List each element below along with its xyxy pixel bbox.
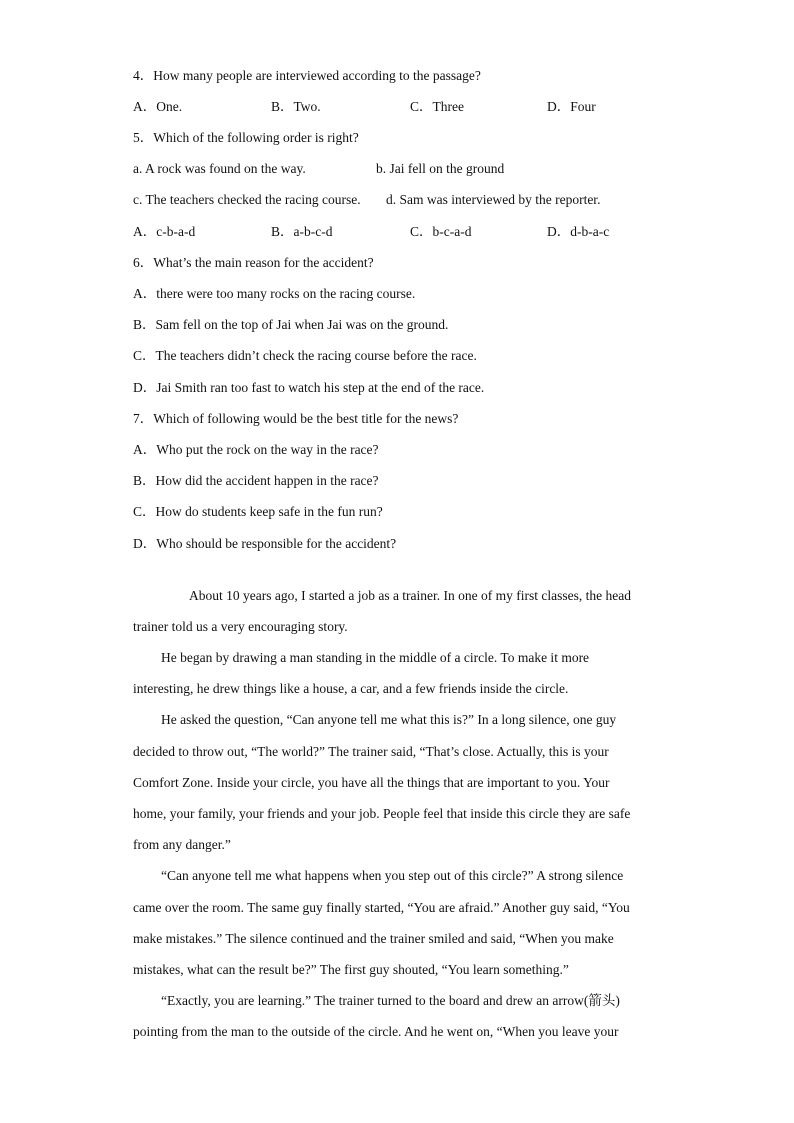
question-7-option-c: C．How do students keep safe in the fun run? [133, 504, 383, 519]
question-5-statement-a: a. A rock was found on the way. [133, 161, 306, 176]
question-4-option-d: D．Four [547, 99, 596, 114]
passage-line: mistakes, what can the result be?” The first guy shouted, “You learn something.” [133, 962, 569, 977]
question-4-option-c: C．Three [410, 99, 464, 114]
passage-line: home, your family, your friends and your job. People feel that inside this circle they are safe [133, 806, 631, 821]
passage-line: interesting, he drew things like a house, a car, and a few friends inside the circle. [133, 681, 569, 696]
question-6-stem: 6．What’s the main reason for the accident? [133, 255, 374, 270]
passage-line: pointing from the man to the outside of the circle. And he went on, “When you leave your [133, 1024, 619, 1039]
passage-line: “Exactly, you are learning.” The trainer turned to the board and drew an arrow(箭头) [161, 993, 620, 1008]
passage-line: He began by drawing a man standing in the middle of a circle. To make it more [161, 650, 590, 665]
question-5-statement-c: c. The teachers checked the racing course. [133, 192, 361, 207]
passage-line: He asked the question, “Can anyone tell me what this is?” In a long silence, one guy [161, 712, 617, 727]
passage-line: “Can anyone tell me what happens when you step out of this circle?” A strong silence [161, 868, 624, 883]
passage-line: came over the room. The same guy finally started, “You are afraid.” Another guy said, “You [133, 900, 630, 915]
question-5-option-d: D．d-b-a-c [547, 224, 610, 239]
question-6-option-b: B．Sam fell on the top of Jai when Jai was on the ground. [133, 317, 449, 332]
question-5-option-c: C．b-c-a-d [410, 224, 472, 239]
passage-line: from any danger.” [133, 837, 231, 852]
question-6-option-a: A．there were too many rocks on the racing course. [133, 286, 416, 301]
question-5-statement-b: b. Jai fell on the ground [376, 161, 505, 176]
question-5-stem: 5．Which of the following order is right? [133, 130, 359, 145]
passage-line: Comfort Zone. Inside your circle, you have all the things that are important to you. Your [133, 775, 610, 790]
question-5-option-b: B．a-b-c-d [271, 224, 333, 239]
question-7-option-a: A．Who put the rock on the way in the race? [133, 442, 379, 457]
question-5-option-a: A．c-b-a-d [133, 224, 196, 239]
question-6-option-c: C．The teachers didn’t check the racing course before the race. [133, 348, 477, 363]
question-6-option-d: D．Jai Smith ran too fast to watch his step at the end of the race. [133, 380, 485, 395]
question-7-stem: 7．Which of following would be the best title for the news? [133, 411, 459, 426]
passage-line: decided to throw out, “The world?” The trainer said, “That’s close. Actually, this is your [133, 744, 609, 759]
question-7-option-d: D．Who should be responsible for the accident? [133, 536, 397, 551]
question-4-option-b: B．Two. [271, 99, 321, 114]
passage-line: trainer told us a very encouraging story. [133, 619, 348, 634]
question-4-option-a: A．One. [133, 99, 183, 114]
passage-line: make mistakes.” The silence continued and the trainer smiled and said, “When you make [133, 931, 614, 946]
question-5-statement-d: d. Sam was interviewed by the reporter. [386, 192, 601, 207]
question-4-stem: 4．How many people are interviewed according to the passage? [133, 68, 481, 83]
question-7-option-b: B．How did the accident happen in the race? [133, 473, 379, 488]
passage-line: About 10 years ago, I started a job as a trainer. In one of my first classes, the head [189, 588, 631, 603]
